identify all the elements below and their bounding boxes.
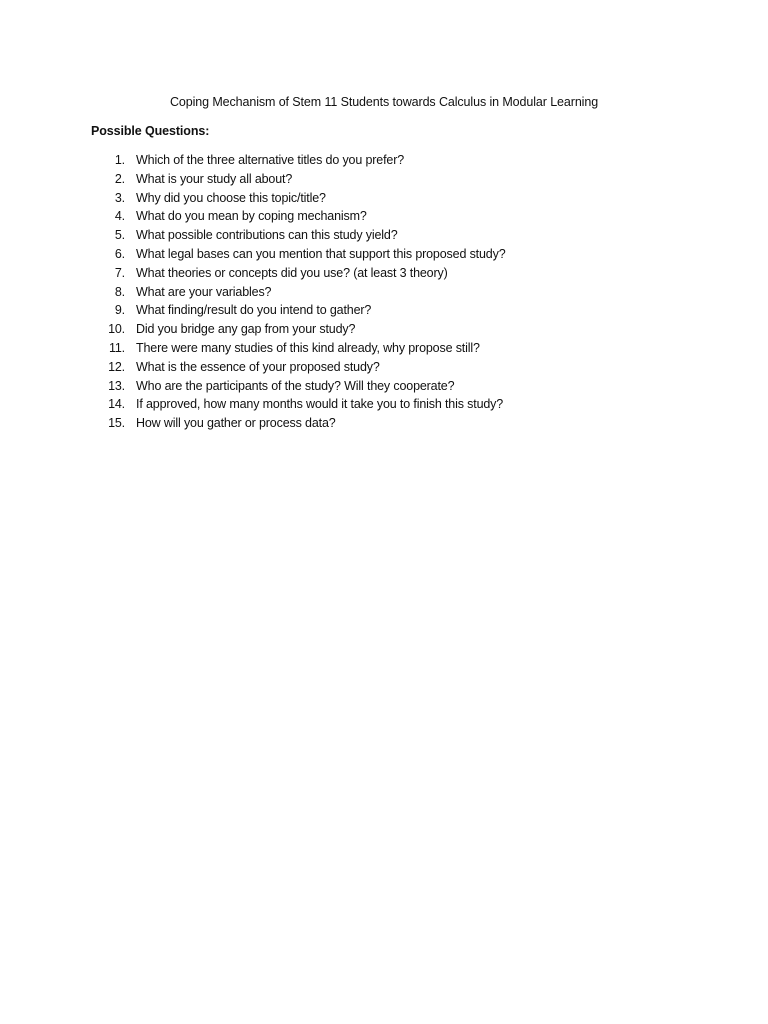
question-number: 9. <box>114 303 125 318</box>
question-text: Did you bridge any gap from your study? <box>136 322 356 337</box>
question-text: What theories or concepts did you use? (at least 3 theory) <box>136 265 448 280</box>
question-text: What is your study all about? <box>136 171 293 186</box>
question-text: What are your variables? <box>136 284 272 299</box>
question-text: If approved, how many months would it take you to finish this study? <box>136 397 504 412</box>
question-number: 10. <box>108 322 125 337</box>
document-title: Coping Mechanism of Stem 11 Students towards Calculus in Modular Learning <box>169 95 599 109</box>
question-number: 6. <box>114 246 125 261</box>
question-number: 1. <box>114 153 125 167</box>
question-number: 4. <box>114 209 125 224</box>
question-number: 11. <box>109 340 125 355</box>
question-number: 13. <box>108 378 125 393</box>
question-text: What is the essence of your proposed study? <box>136 359 380 374</box>
question-text: There were many studies of this kind already, why propose still? <box>136 340 480 355</box>
section-heading: Possible Questions: <box>91 124 210 138</box>
question-text: Which of the three alternative titles do you prefer? <box>136 153 405 167</box>
question-text: What legal bases can you mention that support this proposed study? <box>136 246 506 261</box>
question-number: 15. <box>108 416 125 431</box>
question-number: 14. <box>108 397 125 412</box>
question-text: How will you gather or process data? <box>136 416 336 431</box>
question-number: 8. <box>114 284 125 299</box>
question-number: 3. <box>114 190 125 205</box>
question-number: 7. <box>114 265 125 280</box>
question-text: What do you mean by coping mechanism? <box>136 209 367 224</box>
question-text: What possible contributions can this study yield? <box>136 228 398 243</box>
question-number: 2. <box>114 171 125 186</box>
question-number: 5. <box>114 228 125 243</box>
question-number: 12. <box>108 359 125 374</box>
question-text: Why did you choose this topic/title? <box>136 190 326 205</box>
question-text: Who are the participants of the study? Will they cooperate? <box>136 378 455 393</box>
question-text: What finding/result do you intend to gather? <box>136 303 372 318</box>
